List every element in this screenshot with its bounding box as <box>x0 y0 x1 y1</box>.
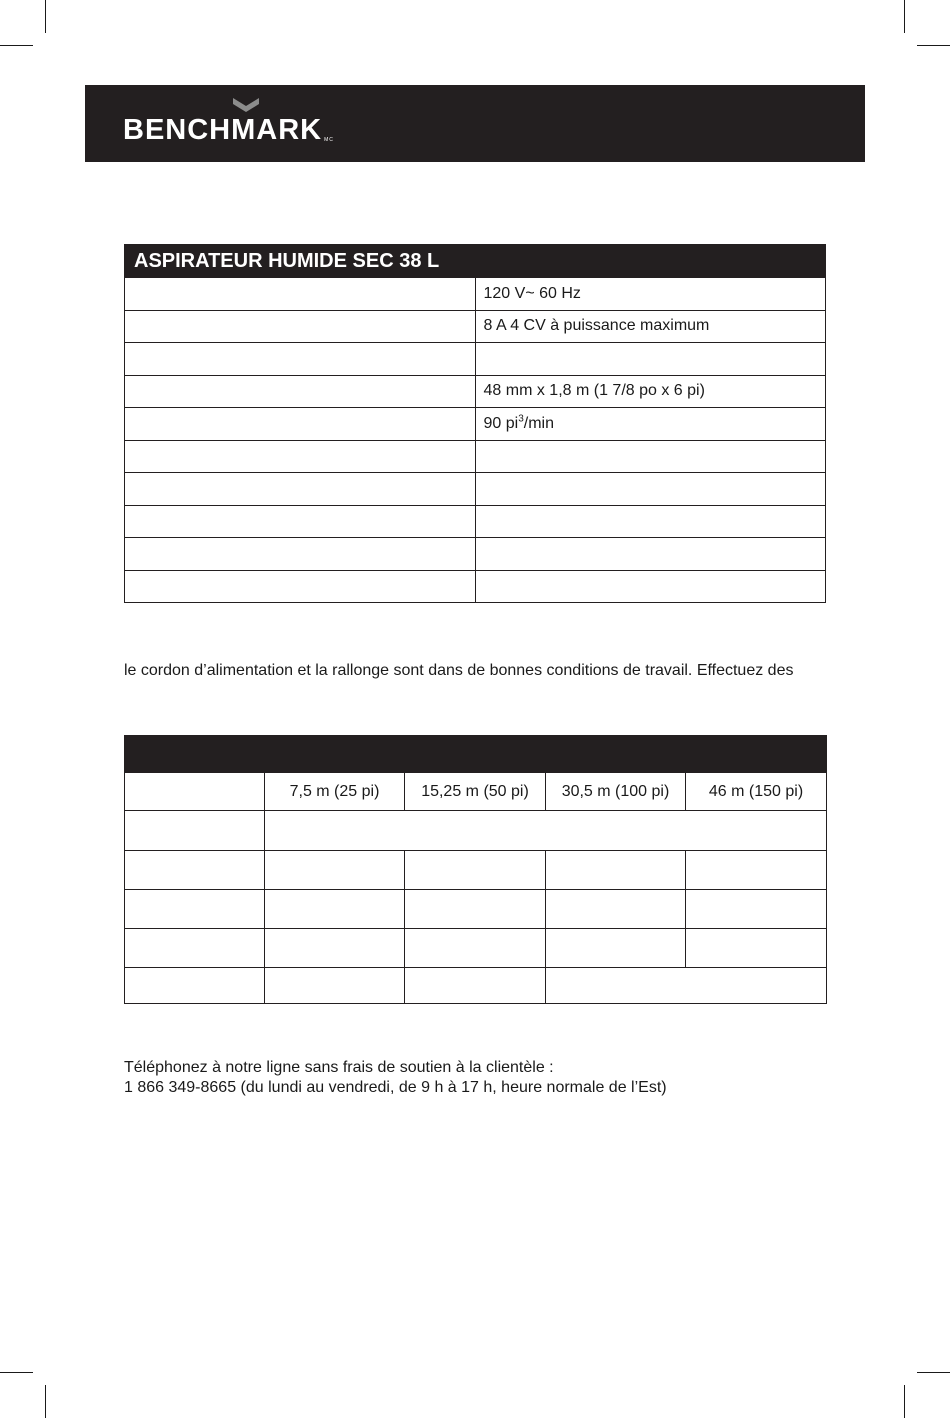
table-row <box>125 570 826 603</box>
table-row <box>125 811 827 851</box>
spec-label <box>125 473 476 506</box>
table-cell <box>265 890 405 929</box>
table-cell <box>265 811 827 851</box>
spec-table <box>124 244 826 603</box>
table-row <box>125 278 826 311</box>
table-row <box>125 440 826 473</box>
spec-table-title: ASPIRATEUR HUMIDE SEC 38 L <box>125 245 826 278</box>
table-cell <box>125 929 265 968</box>
table-cell <box>405 851 546 890</box>
table-row <box>125 773 827 811</box>
table-cell <box>125 890 265 929</box>
spec-value: 48 mm x 1,8 m (1 7/8 po x 6 pi) <box>475 375 826 408</box>
table-cell <box>686 890 827 929</box>
table-cell <box>265 851 405 890</box>
table-row <box>125 505 826 538</box>
crop-mark <box>917 1372 950 1373</box>
spec-label <box>125 278 476 311</box>
table-row <box>125 851 827 890</box>
spec-table-body <box>125 278 826 603</box>
table-row <box>125 375 826 408</box>
crop-mark <box>904 1385 905 1418</box>
length-cell: 46 m (150 pi) <box>686 773 827 811</box>
table-cell <box>405 890 546 929</box>
table-cell <box>125 851 265 890</box>
table-cell <box>686 851 827 890</box>
trademark-mark: MC <box>324 137 334 143</box>
table-row <box>125 343 826 376</box>
spec-label <box>125 538 476 571</box>
table-row <box>125 890 827 929</box>
table-cell <box>546 851 686 890</box>
table-cell <box>125 773 265 811</box>
spec-label <box>125 505 476 538</box>
contact-phone-line: 1 866 349-8665 (du lundi au vendredi, de 9 h à 17 h, heure normale de l’Est) <box>124 1079 667 1096</box>
table-cell <box>405 929 546 968</box>
crop-mark <box>0 1372 33 1373</box>
table-row <box>125 408 826 441</box>
spec-value <box>475 570 826 603</box>
spec-value <box>475 473 826 506</box>
spec-label <box>125 408 476 441</box>
length-cell: 7,5 m (25 pi) <box>265 773 405 811</box>
spec-label <box>125 310 476 343</box>
table-row <box>125 310 826 343</box>
cord-table <box>124 735 827 1004</box>
table-cell <box>405 968 546 1004</box>
header-bar <box>85 85 865 162</box>
table-cell <box>546 968 827 1004</box>
spec-label <box>125 343 476 376</box>
crop-mark <box>0 45 33 46</box>
note-text: le cordon d’alimentation et la rallonge sont dans de bonnes conditions de travail. Effectuez des <box>124 662 794 679</box>
spec-value: 8 A 4 CV à puissance maximum <box>475 310 826 343</box>
table-cell <box>265 929 405 968</box>
length-cell: 30,5 m (100 pi) <box>546 773 686 811</box>
spec-value <box>475 505 826 538</box>
spec-value: 90 $pi^3/\min$ <box>475 408 826 441</box>
brand-logo <box>123 115 334 145</box>
table-row <box>125 538 826 571</box>
spec-value <box>475 538 826 571</box>
table-cell <box>546 890 686 929</box>
chevron-icon <box>233 98 259 116</box>
spec-label <box>125 570 476 603</box>
table-cell <box>546 929 686 968</box>
brand-logo-post: ARK <box>256 114 323 146</box>
spec-label <box>125 375 476 408</box>
brand-logo-pre: BENCH <box>123 114 232 146</box>
crop-mark <box>45 0 46 33</box>
contact-block <box>124 1058 667 1098</box>
table-row <box>125 929 827 968</box>
crop-mark <box>904 0 905 33</box>
brand-logo-m: M <box>231 115 256 145</box>
cord-table-header <box>125 736 827 773</box>
crop-mark <box>917 45 950 46</box>
length-cell: 15,25 m (50 pi) <box>405 773 546 811</box>
spec-value <box>475 440 826 473</box>
spec-value: 120 V~ 60 Hz <box>475 278 826 311</box>
table-cell <box>265 968 405 1004</box>
table-cell <box>686 929 827 968</box>
table-cell <box>125 968 265 1004</box>
table-cell <box>125 811 265 851</box>
table-row <box>125 473 826 506</box>
contact-line-1: Téléphonez à notre ligne sans frais de soutien à la clientèle : <box>124 1059 554 1076</box>
crop-mark <box>45 1385 46 1418</box>
table-row <box>125 968 827 1004</box>
spec-label <box>125 440 476 473</box>
spec-value <box>475 343 826 376</box>
